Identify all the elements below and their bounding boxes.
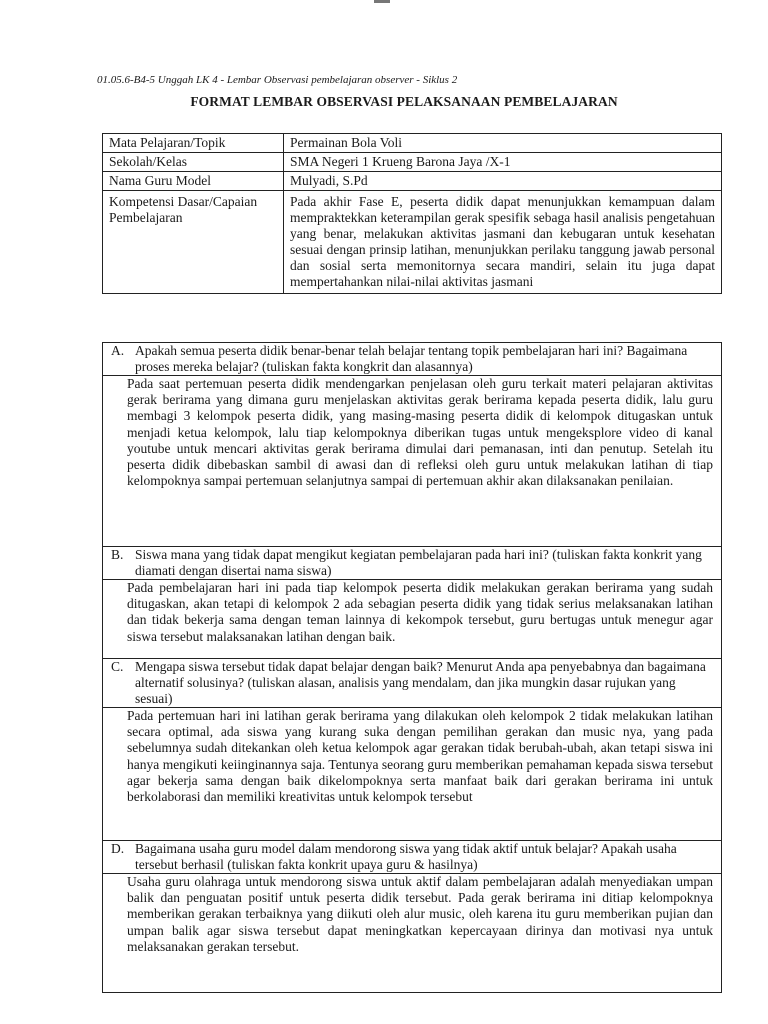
answer-row (103, 376, 722, 547)
document-reference: 01.05.6-B4-5 Unggah LK 4 - Lembar Observasi pembelajaran observer - Siklus 2 (97, 74, 458, 86)
question-cell (103, 841, 722, 874)
info-label: Kompetensi Dasar/Capaian Pembelajaran (103, 191, 284, 294)
question-cell (103, 547, 722, 580)
question-text: Siswa mana yang tidak dapat mengikut kegiatan pembelajaran pada hari ini? (tuliskan fakta konkrit yang diamati dengan disertai nama siswa) (135, 547, 702, 578)
question-letter: C. (111, 659, 124, 674)
answer-cell (103, 708, 722, 841)
answer-text: Pada pembelajaran hari ini pada tiap kelompok peserta didik melakukan gerakan berirama yang sudah ditugaskan, akan tetapi di kelompok 2 ada sebagian peserta didik yang tidak serius melaksanakan latihan dan tidak bekerja sama dengan teman lainnya di kekompok tersebut, guru bertugas untuk menegur agar siswa tersebut malaksanakan latihan dengan baik. (127, 580, 713, 644)
info-value: Mulyadi, S.Pd (284, 172, 722, 191)
question-row (103, 343, 722, 376)
question-text: Mengapa siswa tersebut tidak dapat belajar dengan baik? Menurut Anda apa penyebabnya dan bagaimana alternatif solusinya? (tuliskan alasan, analisis yang mendalam, dan jika mungkin dasar rujukan yang sesuai) (135, 659, 706, 706)
page-top-mark (374, 0, 390, 3)
info-row (103, 191, 722, 294)
question-letter: B. (111, 547, 124, 562)
info-label: Sekolah/Kelas (103, 153, 284, 172)
question-letter: A. (111, 343, 125, 358)
question-row (103, 659, 722, 708)
question-cell (103, 659, 722, 708)
info-value: SMA Negeri 1 Krueng Barona Jaya /X-1 (284, 153, 722, 172)
info-row (103, 172, 722, 191)
observation-table (102, 342, 722, 993)
question-text: Bagaimana usaha guru model dalam mendorong siswa yang tidak aktif untuk belajar? Apakah usaha tersebut berhasil (tuliskan fakta konkrit upaya guru & hasilnya) (135, 841, 677, 872)
question-row (103, 547, 722, 580)
lesson-info-table (102, 133, 722, 294)
page-title: FORMAT LEMBAR OBSERVASI PELAKSANAAN PEMBELAJARAN (190, 94, 618, 109)
info-label: Nama Guru Model (103, 172, 284, 191)
answer-cell (103, 874, 722, 993)
question-letter: D. (111, 841, 125, 856)
question-text: Apakah semua peserta didik benar-benar telah belajar tentang topik pembelajaran hari ini? Bagaimana proses mereka belajar? (tuliskan fakta kongkrit dan alasannya) (135, 343, 688, 374)
info-row (103, 153, 722, 172)
question-cell (103, 343, 722, 376)
info-label: Mata Pelajaran/Topik (103, 134, 284, 153)
info-row (103, 134, 722, 153)
answer-row (103, 580, 722, 659)
answer-cell (103, 376, 722, 547)
info-value: Pada akhir Fase E, peserta didik dapat menunjukkan kemampuan dalam mempraktekkan keterampilan gerak spesifik sebaga hasil analisis pengetahuan yang benar, melakukan aktivitas jasmani dan kebugaran untuk kesehatan sesuai dengan prinsip latihan, menunjukkan perilaku tanggung jawab personal dan sosial serta memonitornya secara mandiri, selain itu juga dapat mempertahankan nilai-nilai aktivitas jasmani (284, 191, 722, 294)
answer-row (103, 874, 722, 993)
info-value: Permainan Bola Voli (284, 134, 722, 153)
answer-text: Pada saat pertemuan peserta didik mendengarkan penjelasan oleh guru terkait materi pelajaran aktivitas gerak berirama yang dimana guru menjelaskan aktivitas gerak berirama kepada peserta didik, lalu guru membagi 3 kelompok peserta didik, yang masing-masing peserta didik di kelompok ditugaskan untuk menjadi ketua kelompok, lalu tiap kelompoknya diberikan tugas untuk mengeksplore video di kanal youtube untuk mencari aktivitas gerak berirama dimulai dari pemanasan, inti dan penutup. Setelah itu peserta didik dibebaskan sambil di awasi dan di refleksi oleh guru untuk melakukan latihan di tiap kelompoknya sampai pertemuan selanjutnya sampai di pertemuan akhir akan dilaksanakan penilaian. (127, 376, 713, 489)
answer-text: Pada pertemuan hari ini latihan gerak berirama yang dilakukan oleh kelompok 2 tidak melakukan latihan secara optimal, ada siswa yang kurang suka dengan pemilihan gerakan dan music nya, yang pada sebelumnya sudah ditekankan oleh ketua kelompok agar gerakan tidak berubah-ubah, akan tetapi siswa ini hanya mengikuti keiinginannya saja. Tentunya seorang guru memberikan pemahaman kepada siswa tersebut agar bekerja sama dengan baik dikelompoknya serta manfaat baik dari gerakan berirama ini untuk berkolaborasi dan memiliki kreativitas untuk kelompok tersebut (127, 708, 713, 805)
answer-row (103, 708, 722, 841)
question-row (103, 841, 722, 874)
answer-text: Usaha guru olahraga untuk mendorong siswa untuk aktif dalam pembelajaran adalah menyediakan umpan balik dan penguatan positif untuk peserta didik tersebut. Pada gerak berirama ini ditiap kelompoknya memberikan gerakan terbaiknya yang diikuti oleh alur music, oleh karena itu guru memberikan pujian dan umpan balik agar siswa tersebut dapat meningkatkan kepercayaan dirinya dan motivasi nya untuk melaksanakan gerakan tersebut. (127, 874, 713, 954)
answer-cell (103, 580, 722, 659)
